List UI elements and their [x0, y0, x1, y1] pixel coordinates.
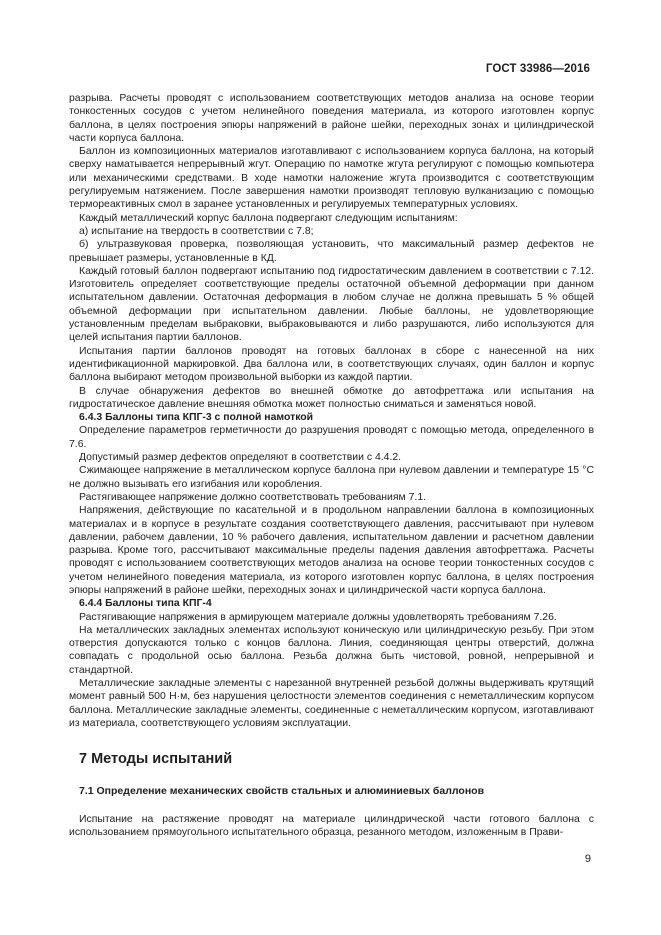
paragraph: Металлические закладные элементы с нарезанной внутренней резьбой должны выдерживать крутящий момент равный 500 Н·м, без нарушения целостности элементов соединения с неметаллическим корпусом баллона. Металлические закладные элементы, соединенные с неметаллическим корпусом, изготавливают из материала, соответствующего условиям эксплуатации. [69, 678, 594, 729]
paragraph: Каждый металлический корпус баллона подвергают следующим испытаниям: [79, 212, 458, 224]
list-item: а) испытание на твердость в соответствии с 7.8; [79, 225, 314, 237]
subsection-heading: 6.4.3 Баллоны типа КПГ-3 с полной намоткой [79, 412, 314, 424]
subsection-heading: 6.4.4 Баллоны типа КПГ-4 [79, 598, 212, 610]
subsection-heading: 7.1 Определение механических свойств стальных и алюминиевых баллонов [79, 785, 485, 798]
paragraph: Каждый готовый баллон подвергают испытанию под гидростатическим давлением в соответствии с 7.12. Изготовитель определяет соответствующие пределы остаточной объемной деформации при данном испытательном давлении. Остаточная деформация в любом случае не должна превышать 5 % общей объемной деформации при испытательном давлении. Любые баллоны, не удовлетворяющие установленным пределам выбраковки, выбраковываются и либо разрушаются, либо используются для целей испытания партии баллонов. [69, 265, 594, 344]
document-body [69, 92, 594, 839]
paragraph: На металлических закладных элементах используют коническую или цилиндрическую резьбу. При этом отверстия допускаются только с концов баллона. Линия, соединяющая центры отверстий, должна совпадать с продольной осью баллона. Резьба должна быть чистовой, ровной, непрерывной и стандартной. [69, 624, 594, 676]
paragraph: Определение параметров герметичности до разрушения проводят с помощью метода, определенного в 7.6. [69, 425, 594, 450]
paragraph: Допустимый размер дефектов определяют в соответствии с 4.4.2. [79, 452, 402, 464]
paragraph: Баллон из композиционных материалов изготавливают с использованием корпуса баллона, на который сверху наматывается непрерывный жгут. Операцию по намотке жгута регулируют с помощью компьютера или механическими средствами. В ходе намотки наложение жгута производится с соответствующим регулируемым натяжением. После завершения намотки производят тепловую вулканизацию с помощью термореактивных смол в заранее установленных и регулируемых температурных условиях. [69, 146, 594, 211]
page-number: 9 [584, 853, 591, 865]
paragraph: Растягивающие напряжения в армирующем материале должны удовлетворять требованиям 7.26. [79, 611, 557, 623]
paragraph: Испытание на растяжение проводят на материале цилиндрической части готового баллона с использованием прямоугольного испытательного образца, резанного методом, изложенным в Прави- [69, 813, 594, 838]
paragraph: Напряжения, действующие по касательной и в продольном направлении баллона в композиционных материалах и в корпусе в результате создания соответствующего давления, рассчитывают при нулевом давлении, рабочем давлении, 10 % рабочего давления, испытательном давлении и расчетном давлении разрыва. Кроме того, рассчитывают максимальные пределы падения давления автофреттажа. Расчеты проводят с использованием соответствующих методов анализа на основе теории тонкостенных сосудов с учетом нелинейного поведения материала, из которого изготовлен корпус баллона, в целях построения эпюры напряжений в районе шейки, переходных зонах и цилиндрической части корпуса баллона. [69, 505, 594, 596]
paragraph: Испытания партии баллонов проводят на готовых баллонах в сборе с нанесенной на них идентификационной маркировкой. Два баллона или, в соответствующих случаях, один баллон и корпус баллона выбирают методом произвольной выборки из каждой партии. [69, 345, 594, 384]
standard-header: ГОСТ 33986—2016 [485, 63, 590, 75]
paragraph: разрыва. Расчеты проводят с использованием соответствующих методов анализа на основе теории тонкостенных сосудов с учетом нелинейного поведения материала, из которого изготовлен корпус баллона, в целях построения эпюры напряжений в районе шейки, переходных зонах и цилиндрической части корпуса баллона. [69, 93, 594, 144]
paragraph: Сжимающее напряжение в металлическом корпусе баллона при нулевом давлении и температуре 15 °C не должно вызывать его изгибания или коробления. [69, 465, 594, 490]
paragraph: В случае обнаружения дефектов во внешней обмотке до автофреттажа или испытания на гидростатическое давление внешняя обмотка может полностью сниматься и заменяться новой. [69, 385, 594, 410]
section-heading: 7 Методы испытаний [79, 751, 233, 768]
paragraph: Растягивающее напряжение должно соответствовать требованиям 7.1. [79, 491, 427, 503]
list-item: б) ультразвуковая проверка, позволяющая установить, что максимальный размер дефектов не превышает размеры, установленные в КД. [69, 239, 594, 264]
